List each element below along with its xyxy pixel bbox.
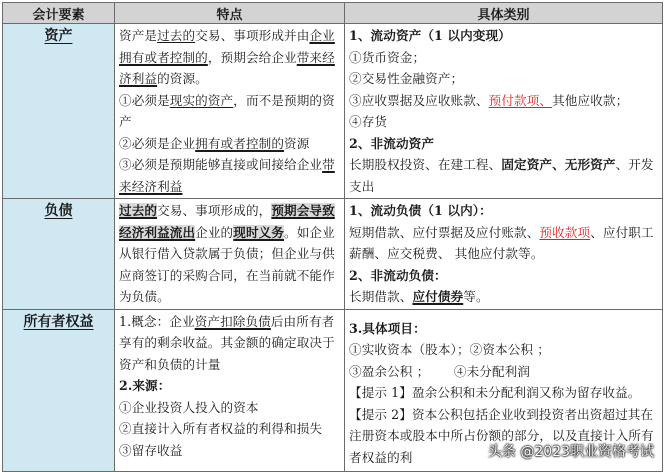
equity-tip-2: 【提示 2】资本公积包括企业收到投资者出资超过其在注册资本或股本中所占份额的部分，以及直接计入所有者权益的利 — [349, 406, 654, 465]
current-asset-4: ④存货 — [349, 114, 388, 129]
liabilities-label-cell — [3, 199, 115, 310]
assets-label: 资产 — [44, 28, 73, 44]
header-categories: 具体类别 — [345, 3, 663, 24]
noncurrent-liabilities-list: 长期借款、应付债券等。 — [349, 289, 489, 304]
liabilities-definition: 过去的交易、事项形成的，预期会导致经济利益流出企业的现时义务。如企业从银行借入贷款属于负债；但企业与供应商签订的采购合同，在当前就不能作为负债。 — [119, 203, 335, 304]
equity-tip-1: 【提示 1】盈余公积和未分配利润又称为留存收益。 — [349, 385, 641, 400]
liabilities-categories — [345, 199, 663, 310]
equity-label: 所有者权益 — [23, 313, 94, 330]
equity-source-1: ①企业投资人投入的资本 — [119, 399, 259, 415]
equity-label-cell — [3, 309, 115, 471]
current-asset-1: ①货币资金； — [349, 49, 426, 65]
liabilities-row — [3, 199, 663, 310]
equity-source-title: 2.来源： — [119, 378, 171, 393]
equity-items-2: ③盈余公积 ； ④未分配利润 — [349, 363, 531, 379]
current-liabilities-list: 短期借款、应付票据及应付账款、预收款项、应付职工薪酬、应交税费、 其他应付款等。 — [349, 224, 654, 261]
noncurrent-assets-title: 2、非流动资产 — [349, 135, 435, 151]
noncurrent-liabilities-title: 2、非流动负债： — [349, 267, 447, 283]
equity-features — [115, 309, 345, 471]
assets-row — [3, 24, 663, 199]
assets-must-2: ②必须是企业拥有或者控制的资源 — [119, 135, 310, 151]
liabilities-features — [115, 199, 345, 310]
header-element: 会计要素 — [3, 3, 115, 24]
equity-source-3: ③留存收益 — [119, 442, 183, 458]
current-assets-title: 1、流动资产（1 以内变现） — [349, 28, 511, 43]
liabilities-label: 负债 — [44, 203, 73, 219]
assets-definition: 资产是过去的交易、事项形成并由企业拥有或者控制的，预期会给企业带来经济利益的资源。 — [119, 28, 335, 86]
equity-items-title: 3.具体项目： — [349, 320, 426, 336]
equity-concept: 1.概念：企业资产扣除负债后由所有者享有的剩余收益。其金额的确定取决于资产和负债的计量 — [119, 313, 335, 372]
assets-features — [115, 24, 345, 199]
current-asset-2: ②交易性金融资产； — [349, 71, 464, 86]
assets-must-3: ③必须是预期能够直接或间接给企业带来经济利益 — [119, 157, 335, 194]
accounting-elements-table — [2, 2, 663, 472]
current-liabilities-title: 1、流动负债（1 以内）： — [349, 203, 492, 218]
noncurrent-assets-list: 长期股权投资、在建工程、固定资产、无形资产、开发支出 — [349, 157, 654, 194]
equity-items-1: ①实收资本（股本）；②资本公积 ； — [349, 342, 550, 357]
assets-categories — [345, 24, 663, 199]
watermark: 头条 @2023职业资格考试 — [487, 444, 654, 460]
equity-source-2: ②直接计入所有者权益的利得和损失 — [119, 421, 323, 436]
assets-must-1: ①必须是现实的资产，而不是预期的资产 — [119, 92, 335, 129]
header-row — [3, 3, 663, 24]
current-asset-3: ③应收票据及应收账款、预付款项、其他应收款； — [349, 92, 629, 108]
assets-label-cell — [3, 24, 115, 199]
header-features: 特点 — [115, 3, 345, 24]
